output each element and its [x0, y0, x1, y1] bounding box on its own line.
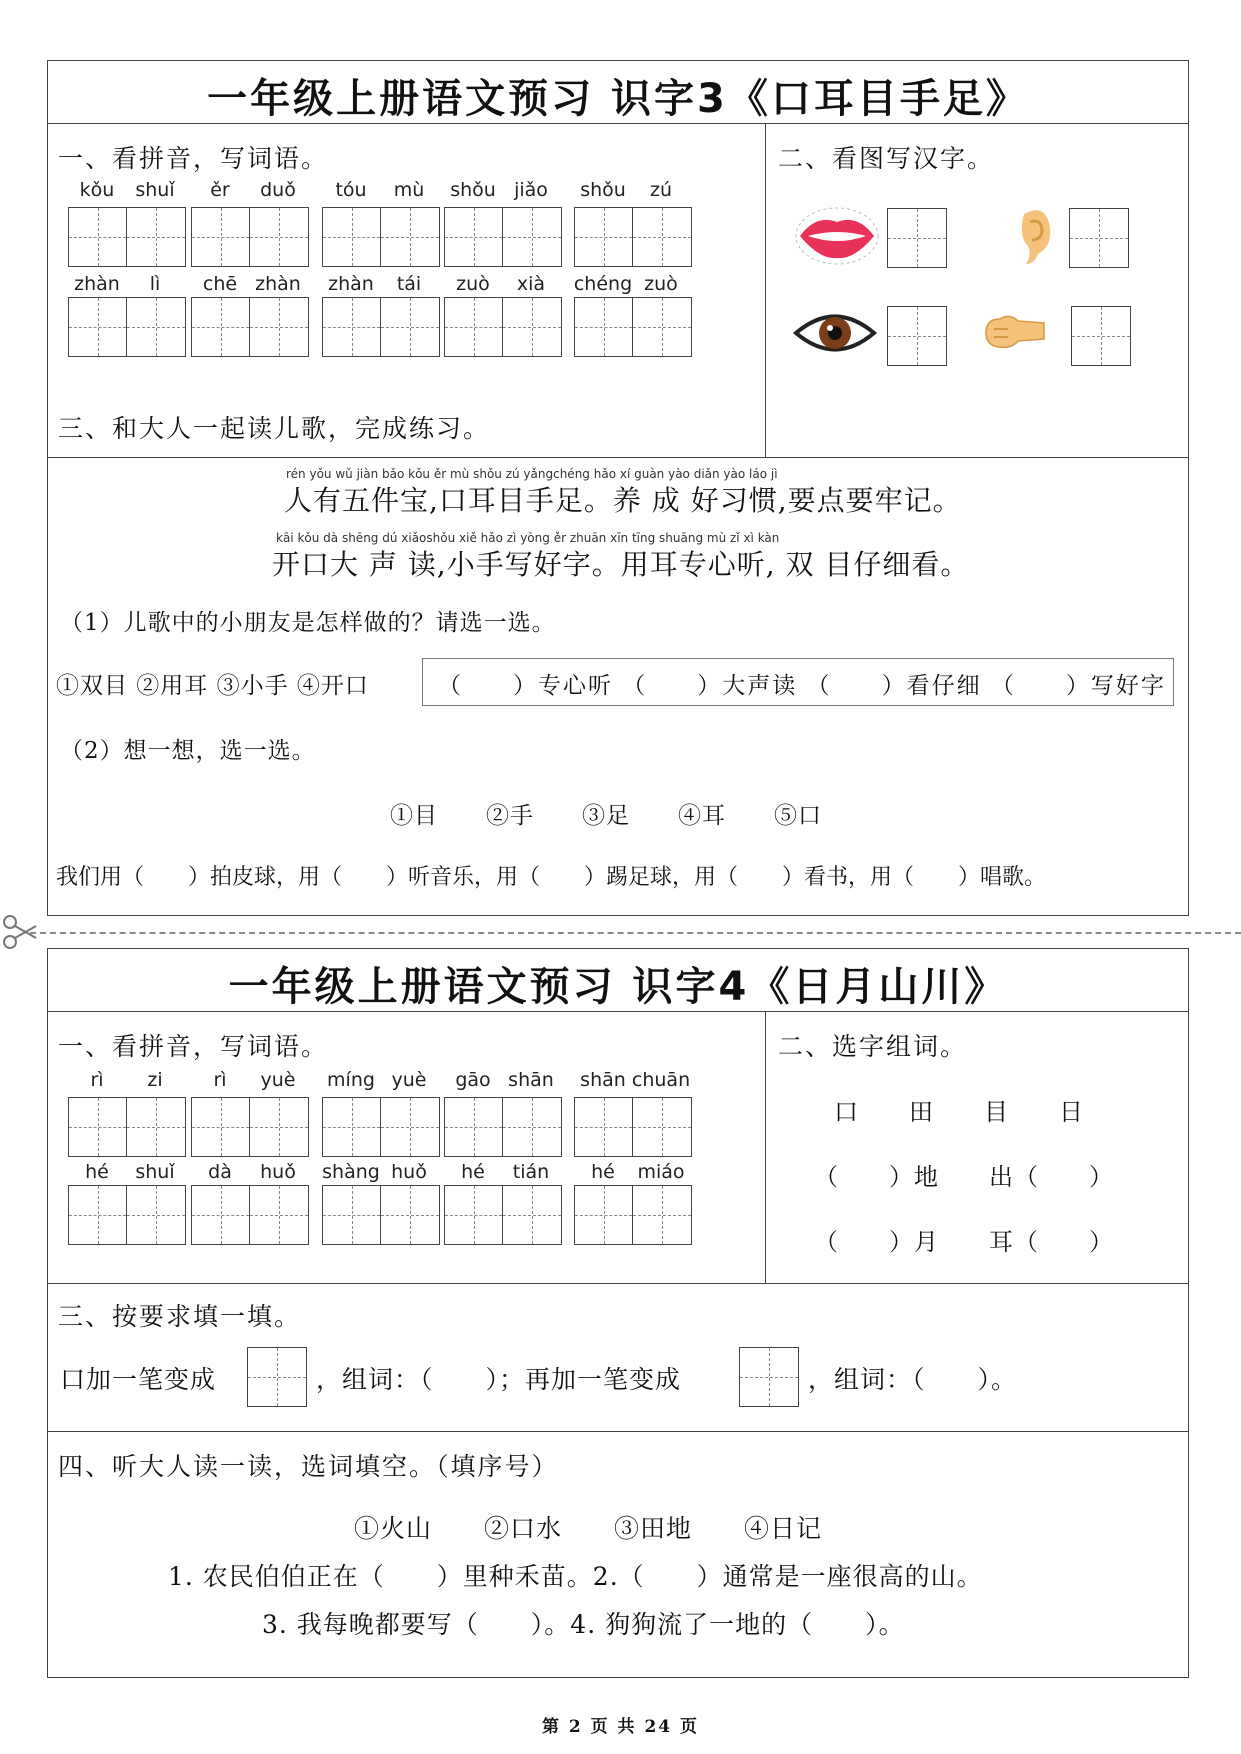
- pinyin-syllable: shuǐ: [135, 1161, 175, 1183]
- writing-cell[interactable]: [323, 1098, 381, 1156]
- pinyin-syllable: ěr: [210, 179, 230, 201]
- writing-cell[interactable]: [445, 1186, 503, 1244]
- writing-grid[interactable]: [191, 1097, 309, 1157]
- writing-grid[interactable]: [322, 1097, 440, 1157]
- pinyin-syllable: tái: [396, 273, 422, 295]
- pinyin-syllable: shàng: [322, 1161, 380, 1183]
- q3-part1: 口加一笔变成: [60, 1365, 217, 1394]
- poem-line1: 人有五件宝,口耳目手足。养 成 好习惯,要点要牢记。: [284, 484, 962, 517]
- writing-grid[interactable]: [191, 207, 309, 267]
- writing-cell[interactable]: [445, 1098, 503, 1156]
- pinyin-syllable: rì: [213, 1069, 227, 1091]
- eye-icon: [792, 308, 878, 358]
- ear-icon: [1014, 206, 1054, 268]
- writing-cell[interactable]: [633, 1098, 691, 1156]
- writing-grid[interactable]: [322, 297, 440, 357]
- writing-cell[interactable]: [633, 208, 691, 266]
- writing-cell[interactable]: [250, 1186, 308, 1244]
- poem-pinyin-line2: kāi kǒu dà shēng dú xiǎoshǒu xiě hǎo zì yòng ěr zhuān xīn tīng shuāng mù zǐ xì kàn: [276, 531, 780, 545]
- writing-cell[interactable]: [127, 1186, 185, 1244]
- pinyin-syllable: mù: [393, 179, 425, 201]
- poem-line2: 开口大 声 读,小手写好字。用耳专心听, 双 目仔细看。: [272, 548, 970, 581]
- q2-line1[interactable]: （ ）地 出（ ）: [814, 1163, 1114, 1191]
- writing-grid[interactable]: [191, 297, 309, 357]
- pinyin-syllable: tóu: [335, 179, 367, 201]
- writing-grid[interactable]: [68, 1097, 186, 1157]
- lesson4-q2-title: 二、选字组词。: [778, 1032, 968, 1061]
- pinyin-syllable: chē: [202, 273, 238, 295]
- q4-line2[interactable]: 3. 我每晚都要写（ ）。4. 狗狗流了一地的（ ）。: [262, 1610, 905, 1639]
- mouth-answer-box[interactable]: [887, 208, 947, 268]
- writing-cell[interactable]: [69, 208, 127, 266]
- writing-cell[interactable]: [381, 208, 439, 266]
- pinyin-syllable: yuè: [391, 1069, 427, 1091]
- pinyin-syllable: zú: [649, 179, 672, 201]
- lesson4-q4-title: 四、听大人读一读，选词填空。（填序号）: [58, 1452, 559, 1481]
- pinyin-syllable: zi: [147, 1069, 163, 1091]
- writing-grid[interactable]: [574, 1097, 692, 1157]
- page-footer: 第 2 页 共 24 页: [541, 1717, 700, 1737]
- pinyin-syllable: jiǎo: [514, 179, 548, 201]
- writing-cell[interactable]: [192, 208, 250, 266]
- q4-line1[interactable]: 1. 农民伯伯正在（ ）里种禾苗。2.（ ）通常是一座很高的山。: [168, 1562, 983, 1591]
- writing-cell[interactable]: [127, 298, 185, 356]
- q4-options: ①火山 ②口水 ③田地 ④日记: [354, 1514, 823, 1543]
- mouth-icon: [794, 206, 880, 266]
- pinyin-syllable: chéng: [573, 273, 633, 295]
- cut-line: [30, 932, 1241, 934]
- pinyin-syllable: zhàn: [74, 273, 120, 295]
- writing-cell[interactable]: [503, 1186, 561, 1244]
- pinyin-syllable: huǒ: [391, 1161, 427, 1183]
- pinyin-syllable: zuò: [456, 273, 490, 295]
- writing-grid[interactable]: [444, 297, 562, 357]
- sub1-question: （1）儿歌中的小朋友是怎样做的？请选一选。: [60, 610, 556, 636]
- writing-cell[interactable]: [381, 298, 439, 356]
- pinyin-syllable: duǒ: [260, 179, 296, 201]
- lesson4-q3-title: 三、按要求填一填。: [58, 1302, 302, 1331]
- writing-cell[interactable]: [575, 1098, 633, 1156]
- sub2-sentence[interactable]: 我们用（ ）拍皮球，用（ ）听音乐，用（ ）踢足球，用（ ）看书，用（ ）唱歌。: [56, 865, 1047, 890]
- pinyin-syllable: chuān: [631, 1069, 691, 1091]
- writing-grid[interactable]: [444, 1097, 562, 1157]
- pinyin-syllable: miáo: [637, 1161, 685, 1183]
- writing-cell[interactable]: [575, 298, 633, 356]
- writing-grid[interactable]: [574, 1185, 692, 1245]
- pinyin-syllable: zhàn: [255, 273, 301, 295]
- writing-cell[interactable]: [250, 298, 308, 356]
- worksheet-lesson4: [47, 948, 1189, 1678]
- writing-cell[interactable]: [323, 208, 381, 266]
- writing-cell[interactable]: [445, 298, 503, 356]
- pinyin-syllable: xià: [516, 273, 546, 295]
- pinyin-syllable: hé: [461, 1161, 485, 1183]
- sub1-options: ①双目 ②用耳 ③小手 ④开口: [56, 673, 369, 699]
- q3-part3[interactable]: ，组词：（ ）。: [808, 1365, 1018, 1394]
- writing-grid[interactable]: [574, 297, 692, 357]
- writing-cell[interactable]: [69, 1098, 127, 1156]
- pinyin-syllable: kǒu: [79, 179, 115, 201]
- fist-icon: [984, 309, 1046, 353]
- pinyin-syllable: gāo: [455, 1069, 491, 1091]
- writing-cell[interactable]: [323, 1186, 381, 1244]
- lesson3-q3-title: 三、和大人一起读儿歌，完成练习。: [58, 414, 491, 443]
- lesson3-q1-title: 一、看拼音，写词语。: [58, 144, 329, 173]
- pinyin-syllable: lì: [149, 273, 161, 295]
- writing-cell[interactable]: [503, 298, 561, 356]
- q3-answer-box1[interactable]: [247, 1347, 307, 1407]
- pinyin-syllable: shǒu: [580, 179, 626, 201]
- sub2-options: ①目 ②手 ③足 ④耳 ⑤口: [390, 803, 822, 829]
- pinyin-syllable: zhàn: [328, 273, 374, 295]
- writing-grid[interactable]: [444, 1185, 562, 1245]
- writing-cell[interactable]: [192, 1098, 250, 1156]
- writing-cell[interactable]: [69, 1186, 127, 1244]
- eye-answer-box[interactable]: [887, 306, 947, 366]
- sub2-question: （2）想一想，选一选。: [60, 738, 316, 764]
- writing-cell[interactable]: [575, 1186, 633, 1244]
- q3-answer-box2[interactable]: [739, 1347, 799, 1407]
- writing-cell[interactable]: [127, 1098, 185, 1156]
- writing-cell[interactable]: [192, 1186, 250, 1244]
- writing-cell[interactable]: [445, 208, 503, 266]
- writing-cell[interactable]: [381, 1186, 439, 1244]
- writing-grid[interactable]: [68, 207, 186, 267]
- writing-grid[interactable]: [574, 207, 692, 267]
- pinyin-syllable: yuè: [260, 1069, 296, 1091]
- pinyin-syllable: shǒu: [450, 179, 496, 201]
- pinyin-syllable: dà: [208, 1161, 232, 1183]
- fist-answer-box[interactable]: [1071, 306, 1131, 366]
- writing-cell[interactable]: [250, 208, 308, 266]
- lesson4-title: 一年级上册语文预习 识字4《日月山川》: [228, 964, 1008, 1010]
- q2-line2[interactable]: （ ）月 耳（ ）: [814, 1228, 1114, 1256]
- ear-answer-box[interactable]: [1069, 208, 1129, 268]
- pinyin-syllable: míng: [327, 1069, 375, 1091]
- writing-cell[interactable]: [503, 208, 561, 266]
- pinyin-syllable: shān: [508, 1069, 554, 1091]
- pinyin-syllable: hé: [591, 1161, 615, 1183]
- writing-cell[interactable]: [633, 298, 691, 356]
- writing-grid[interactable]: [322, 207, 440, 267]
- writing-cell[interactable]: [250, 1098, 308, 1156]
- pinyin-syllable: shuǐ: [135, 179, 175, 201]
- pinyin-syllable: zuò: [644, 273, 678, 295]
- pinyin-syllable: hé: [85, 1161, 109, 1183]
- sub1-blanks[interactable]: （ ）专心听 （ ）大声读 （ ）看仔细 （ ）写好字: [438, 673, 1166, 699]
- writing-grid[interactable]: [444, 207, 562, 267]
- pinyin-syllable: shān: [580, 1069, 626, 1091]
- lesson3-q2-title: 二、看图写汉字。: [778, 144, 995, 173]
- writing-cell[interactable]: [633, 1186, 691, 1244]
- pinyin-syllable: rì: [90, 1069, 104, 1091]
- writing-grid[interactable]: [68, 297, 186, 357]
- pinyin-syllable: huǒ: [260, 1161, 296, 1183]
- lesson3-title: 一年级上册语文预习 识字3《口耳目手足》: [207, 76, 1029, 122]
- q3-part2[interactable]: ，组词：（ ）；再加一笔变成: [316, 1365, 682, 1394]
- writing-cell[interactable]: [192, 298, 250, 356]
- writing-cell[interactable]: [323, 298, 381, 356]
- writing-grid[interactable]: [68, 1185, 186, 1245]
- q2-char-choices: 口 田 目 日: [834, 1098, 1084, 1126]
- worksheet-lesson3: [47, 60, 1189, 916]
- poem-pinyin-line1: rén yǒu wǔ jiàn bǎo kǒu ěr mù shǒu zú yǎngchéng hǎo xí guàn yào diǎn yào láo jì: [286, 467, 778, 481]
- writing-grid[interactable]: [191, 1185, 309, 1245]
- writing-grid[interactable]: [322, 1185, 440, 1245]
- pinyin-syllable: tián: [512, 1161, 550, 1183]
- writing-cell[interactable]: [69, 298, 127, 356]
- writing-cell[interactable]: [381, 1098, 439, 1156]
- writing-cell[interactable]: [503, 1098, 561, 1156]
- writing-cell[interactable]: [127, 208, 185, 266]
- lesson4-q1-title: 一、看拼音，写词语。: [58, 1032, 329, 1061]
- writing-cell[interactable]: [575, 208, 633, 266]
